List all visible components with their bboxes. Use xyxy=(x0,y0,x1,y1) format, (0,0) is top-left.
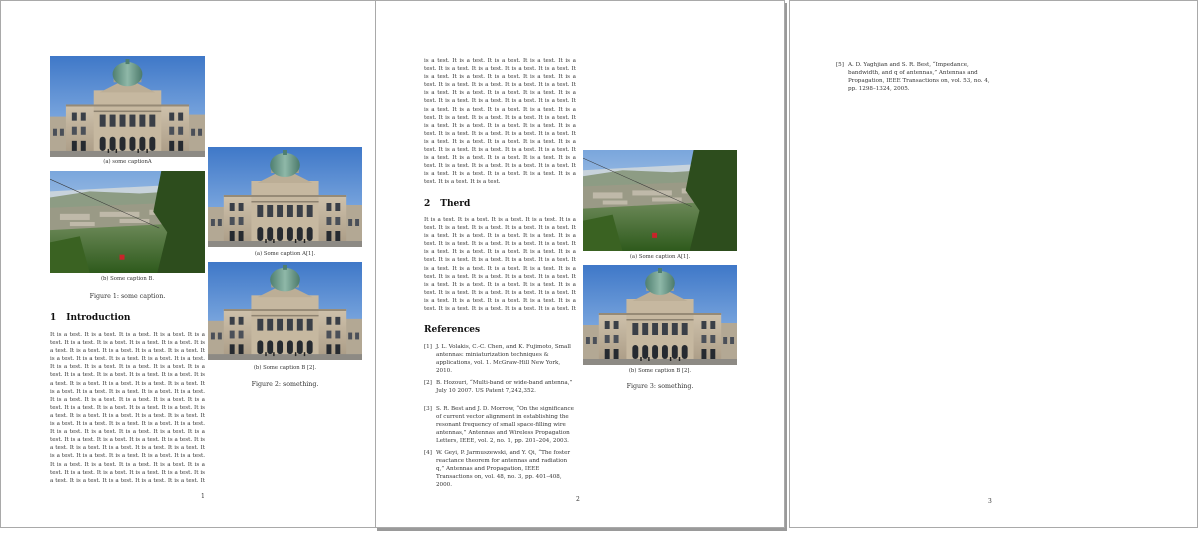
federal-palace-photo xyxy=(583,265,737,365)
section-title: Therd xyxy=(440,199,471,209)
figure-1-caption: Figure 1: some caption. xyxy=(89,293,166,300)
landscape-photo xyxy=(50,171,205,273)
section-number: 1 xyxy=(50,313,57,323)
figure-2-subcaption-b: (b) Some caption B [2]. xyxy=(253,365,317,371)
subfigure-caption-a: (a) some captionA xyxy=(103,159,152,165)
reference-2 xyxy=(424,379,576,395)
reference-1 xyxy=(424,343,576,375)
section-heading-introduction xyxy=(50,313,130,323)
figure-2-subcaption-a: (a) Some caption A[1]. xyxy=(254,251,316,257)
page-number: 2 xyxy=(576,496,580,503)
reference-label: [1] xyxy=(424,344,432,350)
reference-text: A. D. Yaghjian and S. R. Best, “Impedance, bandwidth, and q of antennas,” Antennas and Propagation, IEEE Transactions on, vol. 53, no. 4, pp. 1298–1324, 2005. xyxy=(848,62,990,93)
federal-palace-photo xyxy=(50,56,205,157)
page-2 xyxy=(375,0,785,528)
reference-text: S. R. Best and J. D. Morrow, “On the significance of current vector alignment in establishing the resonant frequency of small space-filling wire antennas,” Antennas and Wireless Propagation Letters, IEEE, vol. 2, no. 1, pp. 201–204, 2003. xyxy=(436,406,574,445)
reference-label: [5] xyxy=(836,62,844,68)
reference-5 xyxy=(836,61,990,93)
figure-2-caption: Figure 2: something. xyxy=(251,381,319,388)
federal-palace-photo xyxy=(208,262,362,360)
page-number: 3 xyxy=(988,498,992,505)
reference-4 xyxy=(424,449,576,489)
reference-label: [4] xyxy=(424,450,432,456)
figure-3-subcaption-b: (b) Some caption B [2]. xyxy=(628,368,692,374)
reference-text: B. Hozouri, “Multi-band or wide-band antenna,” July 10 2007. US Patent 7,242,352. xyxy=(436,380,573,395)
section-title: Introduction xyxy=(66,313,131,323)
references-heading: References xyxy=(424,325,481,335)
reference-label: [3] xyxy=(424,406,432,412)
reference-text: J. L. Volakis, C.-C. Chen, and K. Fujimoto, Small antennas: miniaturization techniques & applications, vol. 1. McGraw-Hill New York, 2010. xyxy=(436,344,571,375)
page-1 xyxy=(0,0,378,528)
subfigure-caption-b: (b) Some caption B. xyxy=(100,276,155,282)
page-3 xyxy=(789,0,1198,528)
reference-3 xyxy=(424,405,576,445)
reference-label: [2] xyxy=(424,380,432,386)
page-number: 1 xyxy=(201,493,205,500)
reference-text: W. Geyi, P. Jarmuszewski, and Y. Qi, “The foster reactance theorem for antennas and radiation q,” Antennas and Propagation, IEEE Transactions on, vol. 48, no. 3, pp. 401–408, 2000. xyxy=(436,450,571,489)
landscape-photo xyxy=(583,150,737,251)
federal-palace-photo xyxy=(208,147,362,247)
figure-3-subcaption-a: (a) Some caption A[1]. xyxy=(629,254,691,260)
section-heading-therd xyxy=(424,199,470,209)
figure-3-caption: Figure 3: something. xyxy=(626,383,694,390)
continued-paragraph: is a test. It is a test. It is a test. It is a test. It is a test. It is a test. It is a test. It is a test. It is a test. It is a test. It is a test. It is a test. It is a test. It is a test. It is a test. It is a test. It is a test. It is a test. It is a test. It is a test. It is a test. It is a test. It is a test. It is a test. It is a test. It is a test. It is a test. It is a test. It is a test. It is a test. It is a test. It is a test. It is a test. It is a test. It is a test. It is a test. It is a test. It is a test. It is a test. It is a test. It is a test. It is a test. It is a test. It is a test. It is a test. It is a test. It is a test. It is a test. It is a test. It is a test. It is a test. It is a test. It is a test. It is a test. It is a test. It is a test. It is a test. It is a test. It is a test. It is a test. It is a test. It is a test. It is a test. It is a test. It is a test. It is a test. It is a test. It is a test. It is a test. It is a test. xyxy=(424,58,576,186)
therd-paragraph: It is a test. It is a test. It is a test. It is a test. It is a test. It is a test. It is a test. It is a test. It is a test. It is a test. It is a test. It is a test. It is a test. It is a test. It is a test. It is a test. It is a test. It is a test. It is a test. It is a test. It is a test. It is a test. It is a test. It is a test. It is a test. It is a test. It is a test. It is a test. It is a test. It is a test. It is a test. It is a test. It is a test. It is a test. It is a test. It is a test. It is a test. It is a test. It is a test. It is a test. It is a test. It is a test. It is a test. It is a test. It is a test. It is a test. It is a test. It is a test. It is a test. It is a test. It is a test. It is a test. It is a test. It is a test. It xyxy=(424,217,576,313)
section-number: 2 xyxy=(424,199,431,209)
introduction-paragraph: It is a test. It is a test. It is a test. It is a test. It is a test. It is a test. It is a test. It is a test. It is a test. It is a test. It is a test. It is a test. It is a test. It is a test. It is a test. It is a test. It is a test. It is a test. It is a test. It is a test. It is a test. It is a test. It is a test. It is a test. It is a test. It is a test. It is a test. It is a test. It is a test. It is a test. It is a test. It is a test. It is a test. It is a test. It is a test. It is a test. It is a test. It is a test. It is a test. It is a test. It is a test. It is a test. It is a test. It is a test. It is a test. It is a test. It is a test. It is a test. It is a test. It is a test. It is a test. It is a test. It is a test. It is a test. It is a test. It is a test. It is a test. It is a test. It is a test. It is a test. It is a test. It is a test. It is a test. It is a test. It is a test. It is a test. It is a test. It is a test. It is a test. It is a test. It is a test. It is a test. It is a test. It is a test. It is a test. It is a test. It is a test. It is a test. It is a test. It is a test. It is a test. It is a test. It is a test. It is a test. It is a test. It is a test. It is a test. It is a test. It is a test. It is a test. It xyxy=(50,332,205,483)
